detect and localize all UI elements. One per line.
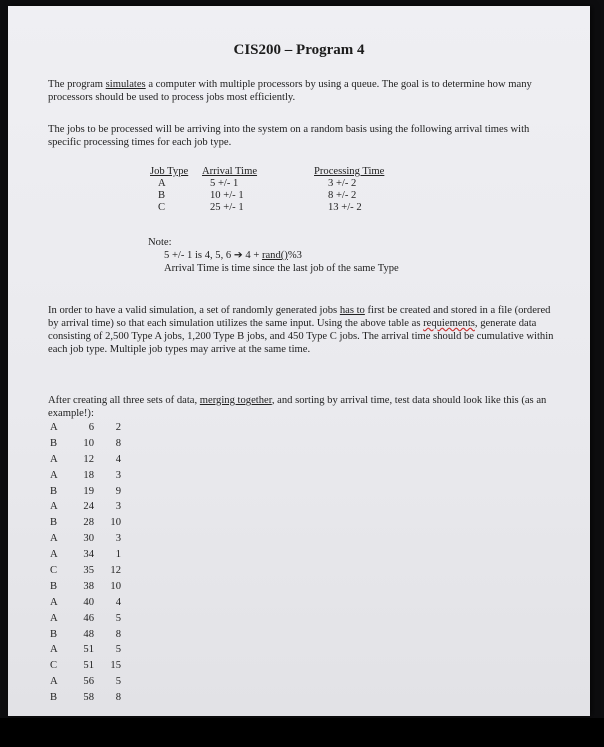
processing-time-cell: 8 +/- 2 [328,190,357,201]
rand-code: rand() [261,250,288,261]
job-type-cell: B [158,190,166,201]
jobs-intro-paragraph: The jobs to be processed will be arriving into the system on a random basis using the following arrival times with specific processing times for each job type. [48,124,530,148]
underlined-merging: merging together [199,395,272,406]
intro-underlined-word: simulates [105,79,146,90]
arrival-time-cell: 10 +/- 1 [210,190,244,201]
page-title: CIS200 – Program 4 [233,42,365,58]
job-type-cell: A [158,178,166,189]
simulation-paragraph: In order to have a valid simulation, a set of randomly generated jobs has to first be created and stored in a file (ordered by arrival time) so that each simulation utilizes the same input. Using the above table as requiements, generate data consisting of 2,500 Type A jobs, 1,200 Type B jobs, and 450 Type C jobs. The arrival time should be cumulative within each job type. Multiple job types may arrive at the same time. [48,305,554,355]
note-line-2: Arrival Time is time since the last job of the same Type [164,263,399,274]
arrival-time-cell: 25 +/- 1 [210,202,244,213]
job-type-cell: C [158,202,166,213]
note-label: Note: [148,237,172,248]
processing-time-cell: 13 +/- 2 [328,202,362,213]
note-block [148,236,399,275]
arrow-icon: ➔ [233,250,243,261]
intro-paragraph [48,78,560,104]
note-line-1: 5 +/- 1 is 4, 5, 6 ➔ 4 + rand()%3 [164,250,302,261]
job-type-table [150,166,414,214]
intro-text-start: The program [48,79,106,90]
misspelled-word: requiements [423,318,475,329]
merge-paragraph: After creating all three sets of data, merging together, and sorting by arrival time, test data should look like this (as an example!): [48,395,547,419]
arrival-time-cell: 5 +/- 1 [210,178,239,189]
underlined-has-to: has to [339,305,365,316]
header-processing-time: Processing Time [314,166,385,177]
table-row [150,202,414,214]
intro-text-end: a computer with multiple processors by using a queue. The goal is to determine how many processors should be used to process jobs most efficiently. [48,79,532,103]
table-row [150,178,414,190]
processing-time-cell: 3 +/- 2 [328,178,357,189]
background-edge [0,718,604,747]
table-row [150,190,414,202]
table-header-row [150,166,414,178]
header-job-type: Job Type [150,166,189,177]
header-arrival-time: Arrival Time [202,166,258,177]
document-page: CIS200 – Program 4 The program simulates a computer with multiple processors by using a queue. The goal is to determine how many processors should be used to process jobs most efficiently. The jobs to be processed will be arriving into the system on a random basis using the following arrival times with specific processing times for each job type. Job Type Arrival Time Processing Time A 5 +/- 1 3 +/- 2 B 10 +/- 1 8 +/- 2 C 25 +/- 1 13 +/- 2 Note: 5 +/- 1 is 4, 5, 6 ➔ 4 + rand()%3 Arrival Time is time since the last job of the same Type In order to have a valid simulation, a set of randomly generated jobs has to first be created and stored in a file (ordered by arrival time) so that each simulation utilizes the same input. Using the above table as requiements, generate data consisting of 2,500 Type A jobs, 1,200 Type B jobs, and 450 Type C jobs. The arrival time should be cumulative within each job type. Multiple job types may arrive at the same time. After creating all three sets of data, merging together, and sorting by arrival time, test data should look like this (as an example!): A 6 2 B 10 8 A 12 4 A 18 3 B 19 9 A 24 3 B 28 10 A 30 3 A 34 1 C 35 12 B 38 10 A 40 4 A 46 5 B 48 8 A 51 5 C 51 15 A 56 5 B 58 8 [8,6,590,716]
